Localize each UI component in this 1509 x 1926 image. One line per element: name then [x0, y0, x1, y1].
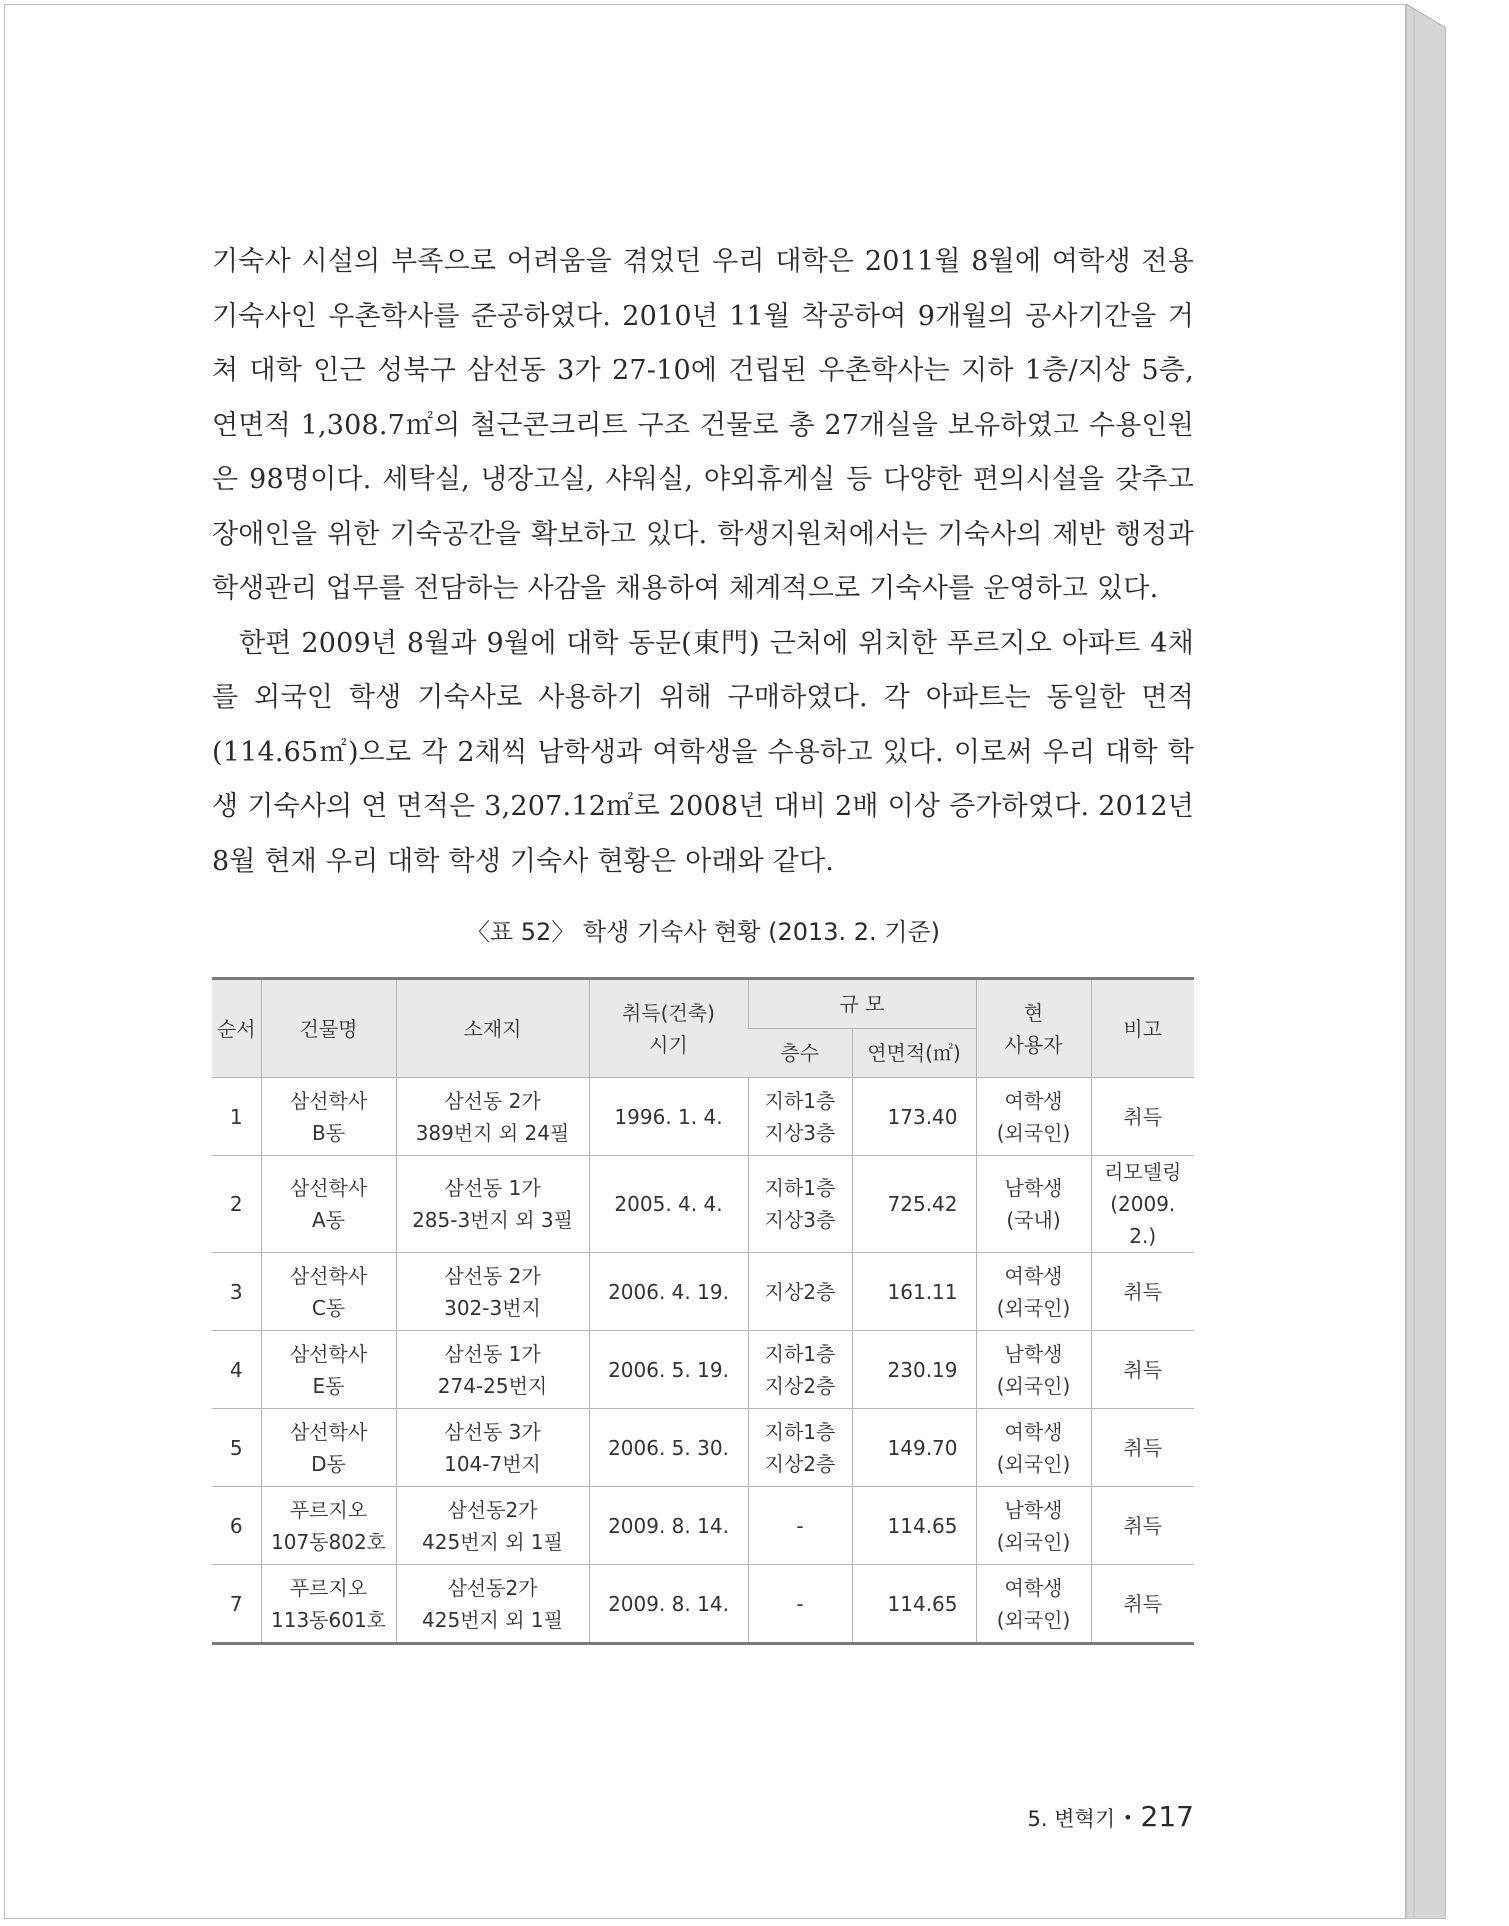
table-row — [212, 1253, 1194, 1331]
cell-area: 149.70 — [852, 1409, 976, 1487]
cell-user: 여학생 (외국인) — [976, 1253, 1091, 1331]
cell-user: 여학생 (외국인) — [976, 1078, 1091, 1156]
cell-note: 취득 — [1091, 1487, 1194, 1565]
cell-order: 7 — [212, 1565, 261, 1644]
header-order: 순서 — [212, 979, 261, 1078]
cell-date: 2006. 5. 19. — [589, 1331, 748, 1409]
cell-note: 취득 — [1091, 1331, 1194, 1409]
cell-order: 1 — [212, 1078, 261, 1156]
cell-name: 삼선학사 E동 — [261, 1331, 396, 1409]
cell-area: 161.11 — [852, 1253, 976, 1331]
cell-note: 취득 — [1091, 1078, 1194, 1156]
table-row — [212, 1487, 1194, 1565]
header-note: 비고 — [1091, 979, 1194, 1078]
cell-user: 여학생 (외국인) — [976, 1565, 1091, 1644]
table-caption: 〈표 52〉 학생 기숙사 현황 (2013. 2. 기준) — [465, 918, 941, 946]
table-body — [212, 1078, 1194, 1644]
cell-location: 삼선동 3가 104-7번지 — [396, 1409, 589, 1487]
cell-location: 삼선동2가 425번지 외 1필 — [396, 1565, 589, 1644]
cell-order: 4 — [212, 1331, 261, 1409]
cell-location: 삼선동 1가 274-25번지 — [396, 1331, 589, 1409]
cell-name: 푸르지오 113동601호 — [261, 1565, 396, 1644]
cell-user: 여학생 (외국인) — [976, 1409, 1091, 1487]
cell-date: 1996. 1. 4. — [589, 1078, 748, 1156]
cell-location: 삼선동 2가 389번지 외 24필 — [396, 1078, 589, 1156]
cell-user: 남학생 (국내) — [976, 1156, 1091, 1253]
cell-location: 삼선동2가 425번지 외 1필 — [396, 1487, 589, 1565]
cell-user: 남학생 (외국인) — [976, 1487, 1091, 1565]
header-scale: 규 모 — [748, 979, 976, 1029]
table-row — [212, 1156, 1194, 1253]
cell-floors: - — [748, 1487, 852, 1565]
cell-note: 취득 — [1091, 1253, 1194, 1331]
cell-location: 삼선동 2가 302-3번지 — [396, 1253, 589, 1331]
page-footer — [1000, 1800, 1194, 1833]
cell-order: 5 — [212, 1409, 261, 1487]
book-spine-edge — [1406, 4, 1446, 1919]
cell-floors: - — [748, 1565, 852, 1644]
cell-location: 삼선동 1가 285-3번지 외 3필 — [396, 1156, 589, 1253]
cell-name: 삼선학사 D동 — [261, 1409, 396, 1487]
cell-order: 2 — [212, 1156, 261, 1253]
cell-name: 삼선학사 B동 — [261, 1078, 396, 1156]
header-name: 건물명 — [261, 979, 396, 1078]
cell-name: 삼선학사 C동 — [261, 1253, 396, 1331]
cell-date: 2009. 8. 14. — [589, 1487, 748, 1565]
cell-area: 114.65 — [852, 1565, 976, 1644]
cell-order: 3 — [212, 1253, 261, 1331]
cell-area: 725.42 — [852, 1156, 976, 1253]
table-row — [212, 1331, 1194, 1409]
chapter-label: 5. 변혁기 — [1027, 1807, 1116, 1831]
table-row — [212, 1409, 1194, 1487]
cell-date: 2006. 4. 19. — [589, 1253, 748, 1331]
cell-user: 남학생 (외국인) — [976, 1331, 1091, 1409]
dormitory-table — [212, 977, 1194, 1645]
table-header-row — [212, 979, 1194, 1029]
cell-order: 6 — [212, 1487, 261, 1565]
cell-floors: 지하1층 지상2층 — [748, 1331, 852, 1409]
footer-bullet: • — [1123, 1808, 1133, 1827]
cell-date: 2006. 5. 30. — [589, 1409, 748, 1487]
header-user: 현 사용자 — [976, 979, 1091, 1078]
cell-name: 삼선학사 A동 — [261, 1156, 396, 1253]
cell-floors: 지하1층 지상3층 — [748, 1156, 852, 1253]
cell-floors: 지하1층 지상3층 — [748, 1078, 852, 1156]
cell-date: 2005. 4. 4. — [589, 1156, 748, 1253]
cell-area: 114.65 — [852, 1487, 976, 1565]
cell-area: 173.40 — [852, 1078, 976, 1156]
cell-name: 푸르지오 107동802호 — [261, 1487, 396, 1565]
header-location: 소재지 — [396, 979, 589, 1078]
table-row — [212, 1078, 1194, 1156]
header-acquired: 취득(건축) 시기 — [589, 979, 748, 1078]
cell-date: 2009. 8. 14. — [589, 1565, 748, 1644]
cell-floors: 지하1층 지상2층 — [748, 1409, 852, 1487]
table-row — [212, 1565, 1194, 1644]
paragraph-2: 한편 2009년 8월과 9월에 대학 동문(東門) 근처에 위치한 푸르지오 아파트 4채를 외국인 학생 기숙사로 사용하기 위해 구매하였다. 각 아파트는 동일한 면적(114.65㎡)으로 각 2채씩 남학생과 여학생을 수용하고 있다. 이로써 우리 대학 학생 기숙사의 연 면적은 3,207.12㎡로 2008년 대비 2배 이상 증가하였다. 2012년 8월 현재 우리 대학 학생 기숙사 현황은 아래와 같다. — [212, 627, 1194, 877]
cell-note: 취득 — [1091, 1565, 1194, 1644]
cell-note: 리모델링 (2009. 2.) — [1091, 1156, 1194, 1253]
cell-area: 230.19 — [852, 1331, 976, 1409]
page-number: 217 — [1140, 1800, 1194, 1833]
cell-floors: 지상2층 — [748, 1253, 852, 1331]
paragraph-1: 기숙사 시설의 부족으로 어려움을 겪었던 우리 대학은 2011월 8월에 여학생 전용 기숙사인 우촌학사를 준공하였다. 2010년 11월 착공하여 9개월의 공사기간을 거쳐 대학 인근 성북구 삼선동 3가 27-10에 건립된 우촌학사는 지하 1층/지상 5층, 연면적 1,308.7㎡의 철근콘크리트 구조 건물로 총 27개실을 보유하였고 수용인원은 98명이다. 세탁실, 냉장고실, 샤워실, 야외휴게실 등 다양한 편의시설을 갖추고 장애인을 위한 기숙공간을 확보하고 있다. 학생지원처에서는 기숙사의 제반 행정과 학생관리 업무를 전담하는 사감을 채용하여 체계적으로 기숙사를 운영하고 있다. — [212, 246, 1194, 604]
header-floors: 층수 — [748, 1029, 852, 1078]
header-area: 연면적(㎡) — [852, 1029, 976, 1078]
cell-note: 취득 — [1091, 1409, 1194, 1487]
body-text — [212, 235, 1194, 889]
